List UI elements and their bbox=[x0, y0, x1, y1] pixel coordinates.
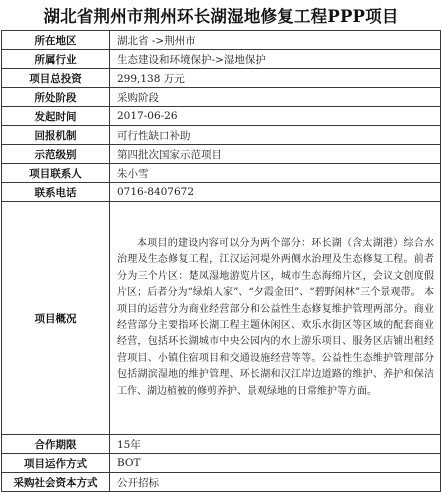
row-label: 所处阶段 bbox=[2, 88, 110, 107]
row-value-launch-date: 2017-06-26 bbox=[110, 107, 441, 126]
table-row bbox=[2, 473, 441, 492]
row-label: 项目概况 bbox=[2, 202, 110, 435]
table-row bbox=[2, 164, 441, 183]
row-value-industry: 生态建设和环境保护->湿地保护 bbox=[110, 50, 441, 69]
row-label: 采购社会资本方式 bbox=[2, 473, 110, 492]
row-value-procurement-method: 公开招标 bbox=[110, 473, 441, 492]
table-row bbox=[2, 454, 441, 473]
row-value-contact: 朱小雪 bbox=[110, 164, 441, 183]
table-row bbox=[2, 88, 441, 107]
table-row bbox=[2, 202, 441, 435]
row-label: 所在地区 bbox=[2, 31, 110, 50]
row-label: 示范级别 bbox=[2, 145, 110, 164]
row-value-region: 湖北省 ->荆州市 bbox=[110, 31, 441, 50]
row-label: 项目联系人 bbox=[2, 164, 110, 183]
row-label: 回报机制 bbox=[2, 126, 110, 145]
row-label: 联系电话 bbox=[2, 183, 110, 202]
table-row bbox=[2, 183, 441, 202]
row-value-operation-mode: BOT bbox=[110, 454, 441, 473]
table-row bbox=[2, 50, 441, 69]
table-row bbox=[2, 31, 441, 50]
row-label: 所属行业 bbox=[2, 50, 110, 69]
table-row bbox=[2, 69, 441, 88]
row-label: 项目总投资 bbox=[2, 69, 110, 88]
row-value-demo-level: 第四批次国家示范项目 bbox=[110, 145, 441, 164]
row-value-investment: 299,138 万元 bbox=[110, 69, 441, 88]
row-label: 合作期限 bbox=[2, 435, 110, 454]
row-label: 发起时间 bbox=[2, 107, 110, 126]
page-title: 湖北省荆州市荆州环长湖湿地修复工程PPP项目 bbox=[43, 7, 399, 26]
row-value-stage: 采购阶段 bbox=[110, 88, 441, 107]
table-row bbox=[2, 435, 441, 454]
table-row bbox=[2, 126, 441, 145]
table-row bbox=[2, 145, 441, 164]
table-row bbox=[2, 107, 441, 126]
project-info-table bbox=[1, 30, 441, 492]
row-value-return-mechanism: 可行性缺口补助 bbox=[110, 126, 441, 145]
row-value-term: 15年 bbox=[110, 435, 441, 454]
row-label: 项目运作方式 bbox=[2, 454, 110, 473]
row-value-overview: 本项目的建设内容可以分为两个部分：环长湖（含太湖港）综合水治理及生态修复工程，江汉运河堤外两侧水治理及生态修复工程。前者分为三个片区：楚凤湿地游览片区，城市生态海绵片区，会议文创度假片区；后者分为“绿焰人家”、“夕霞金田”、“碧野闲林”三个景观带。 本项目的运营分为商业经营部分和公益性生态修复维护管理两部分。商业经营部分主要指环长湖工程主题休闲区、欢乐水街区等区域的配套商业经营，包括环长湖城市中央公园内的水上游乐项目、服务区店铺出租经营项目、小镇住宿项目和交通设施经营等等。公益性生态维护管理部分包括湖滨湿地的维护管理、环长湖和汉江岸边道路的维护、养护和保洁工作、湖边植被的修剪养护、景观绿地的日常维护等方面。 bbox=[110, 202, 441, 435]
row-value-phone: 0716-8407672 bbox=[110, 183, 441, 202]
